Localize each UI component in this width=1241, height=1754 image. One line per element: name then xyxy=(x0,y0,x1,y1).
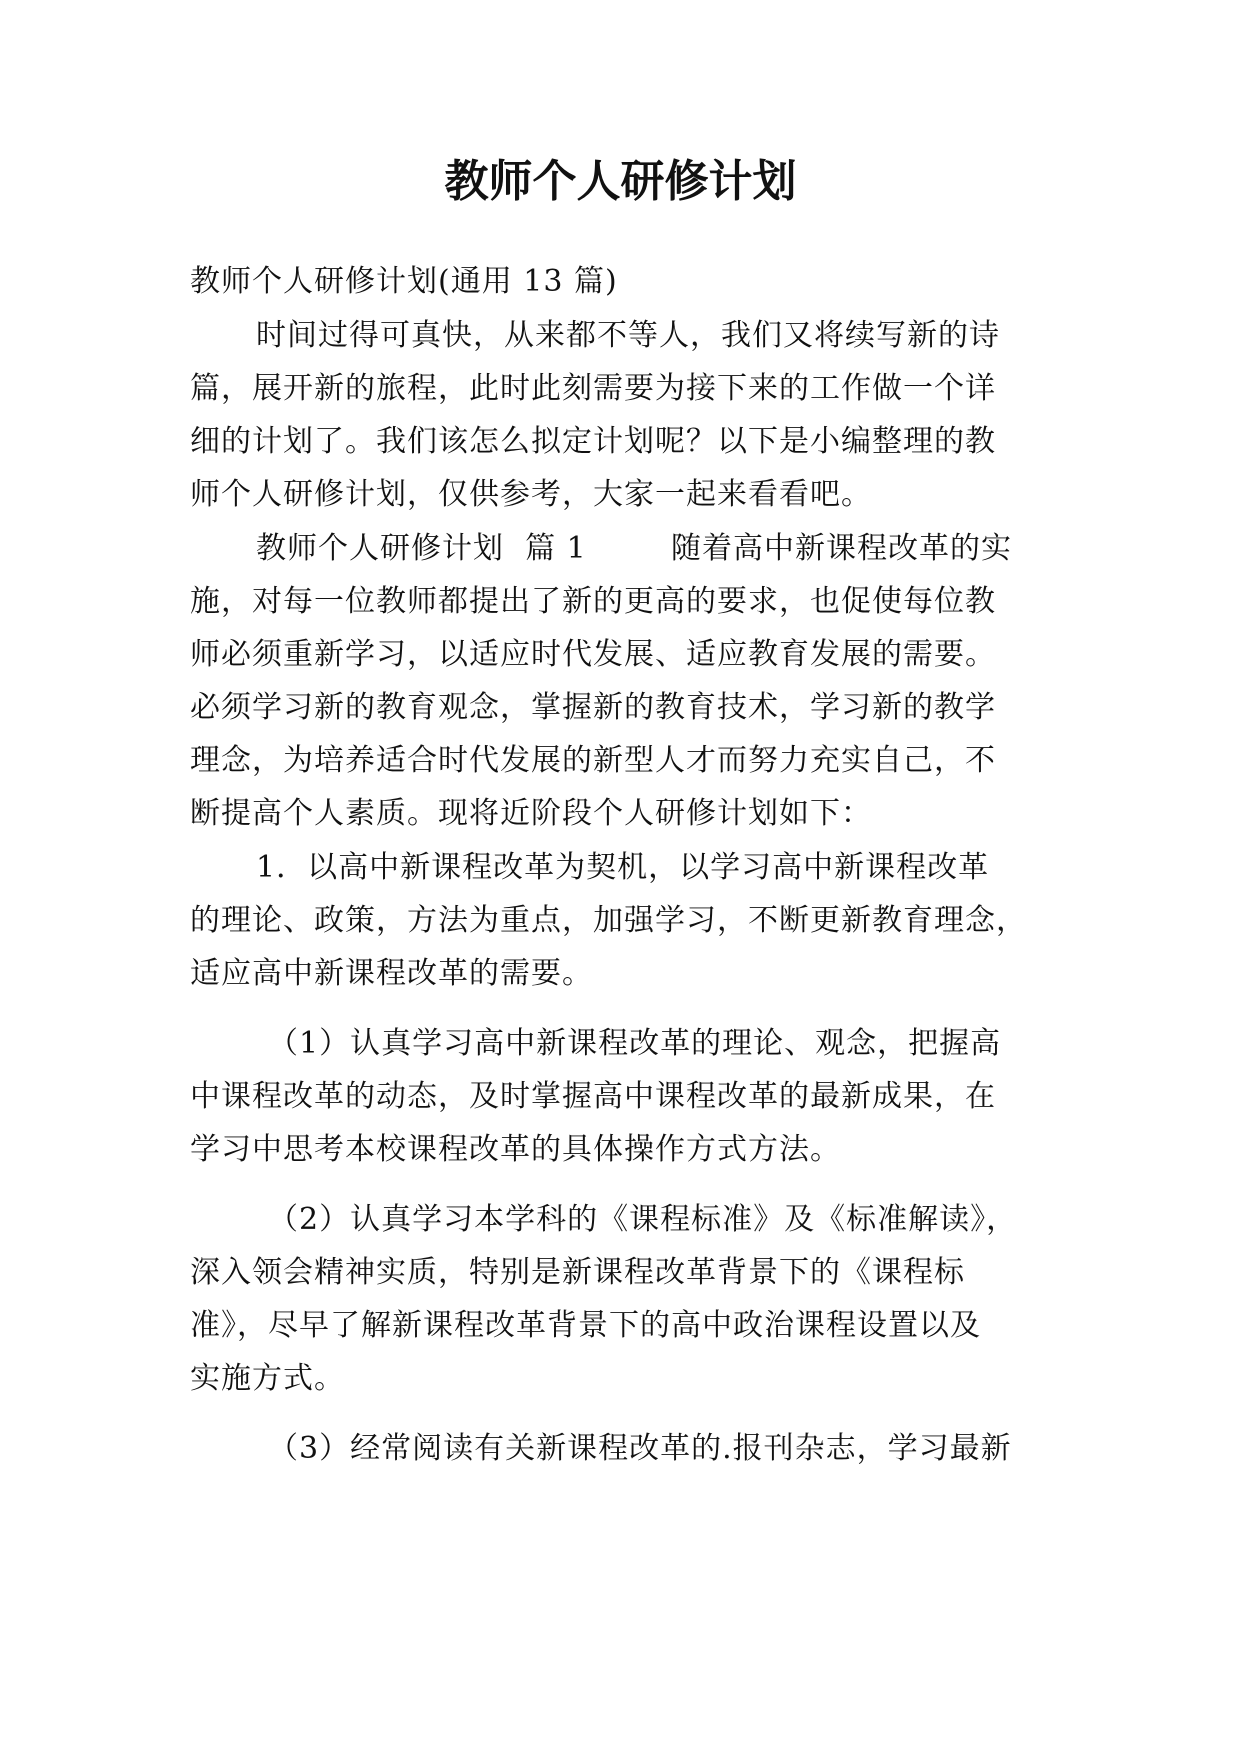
body-line: 理念，为培养适合时代发展的新型人才而努力充实自己，不 xyxy=(190,743,996,778)
body-line: 断提高个人素质。现将近阶段个人研修计划如下： xyxy=(190,796,872,831)
subitem-line: 准》，尽早了解新课程改革背景下的高中政治课程设置以及 xyxy=(190,1308,981,1343)
intro-line: 篇，展开新的旅程，此时此刻需要为接下来的工作做一个详 xyxy=(190,371,996,406)
subitem-line: 实施方式。 xyxy=(190,1361,345,1396)
body-line: 必须学习新的教育观念，掌握新的教育技术，学习新的教学 xyxy=(190,690,996,725)
body-line: 施，对每一位教师都提出了新的更高的要求，也促使每位教 xyxy=(190,584,996,619)
item-line: 的理论、政策，方法为重点，加强学习，不断更新教育理念， xyxy=(190,903,1027,938)
subitem-line: 深入领会精神实质，特别是新课程改革背景下的《课程标 xyxy=(190,1255,965,1290)
subitem-line: 学习中思考本校课程改革的具体操作方式方法。 xyxy=(190,1132,841,1167)
intro-line: 师个人研修计划，仅供参考，大家一起来看看吧。 xyxy=(190,477,872,512)
subtitle-line: 教师个人研修计划(通用 13 篇) xyxy=(190,264,618,299)
intro-line: 时间过得可真快，从来都不等人，我们又将续写新的诗 xyxy=(256,318,1000,353)
subitem-line: （2）认真学习本学科的《课程标准》及《标准解读》， xyxy=(268,1202,1018,1237)
item-line: 适应高中新课程改革的需要。 xyxy=(190,956,593,991)
document-title: 教师个人研修计划 xyxy=(444,156,797,207)
subitem-line: 中课程改革的动态，及时掌握高中课程改革的最新成果，在 xyxy=(190,1079,996,1114)
subitem-line: （1）认真学习高中新课程改革的理论、观念，把握高 xyxy=(268,1026,1002,1061)
section-heading-line: 教师个人研修计划 篇 1 随着高中新课程改革的实 xyxy=(256,531,1012,566)
item-line: 1．以高中新课程改革为契机，以学习高中新课程改革 xyxy=(256,850,990,885)
intro-line: 细的计划了。我们该怎么拟定计划呢？以下是小编整理的教 xyxy=(190,424,996,459)
body-line: 师必须重新学习，以适应时代发展、适应教育发展的需要。 xyxy=(190,637,996,672)
subitem-line: （3）经常阅读有关新课程改革的.报刊杂志，学习最新 xyxy=(268,1431,1012,1466)
